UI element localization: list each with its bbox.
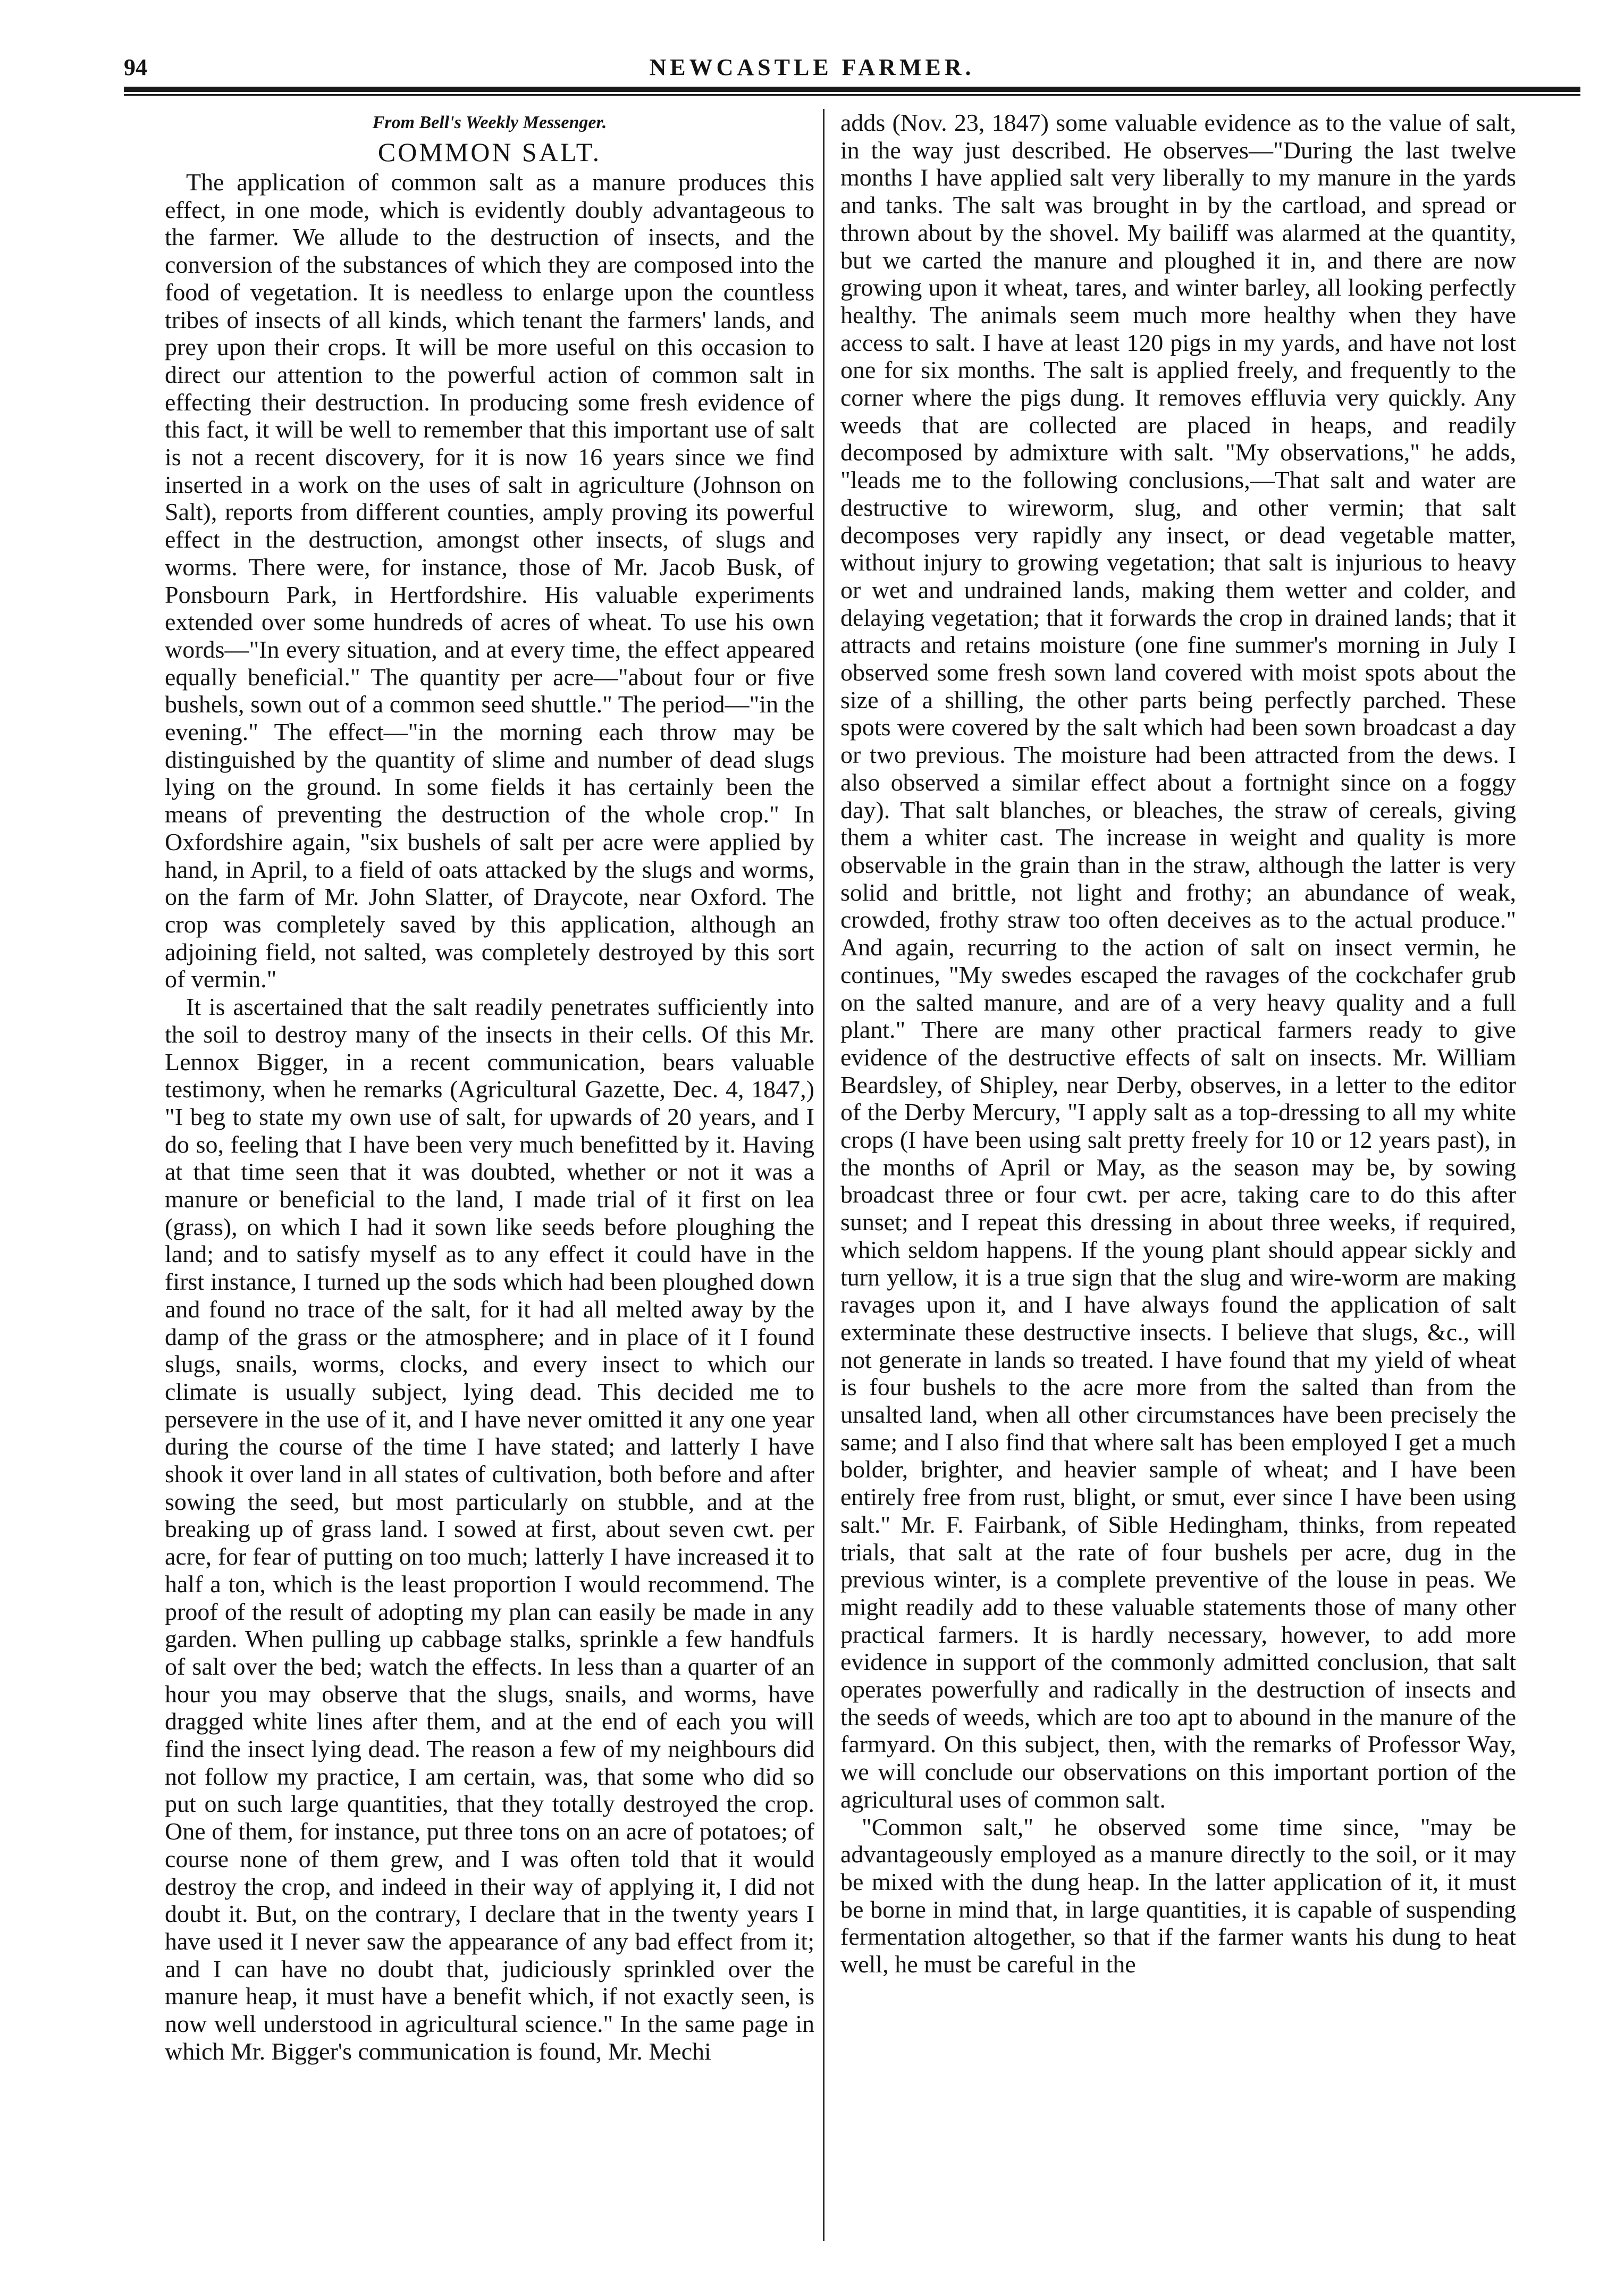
right-column [840,109,1516,2230]
paragraph: It is ascertained that the salt readily penetrates sufficiently into the soil to destroy many of the insects in their cells. Of this Mr. Lennox Bigger, in a recent communication, bears valuable testimony, when he remarks (Agricultural Gazette, Dec. 4, 1847,) "I beg to state my own use of salt, for upwards of 20 years, and I do so, feeling that I have been very much benefitted by it. Having at that time seen that it was doubted, whether or not it was a manure or beneficial to the land, I made trial of it first on lea (grass), on which I had it sown like seeds before ploughing the land; and to satisfy myself as to any effect it could have in the first instance, I turned up the sods which had been ploughed down and found no trace of the salt, for it had all melted away by the damp of the grass or the atmosphere; and in place of it I found slugs, snails, worms, clocks, and every insect to which our climate is usually subject, lying dead. This decided me to persevere in the use of it, and I have never omitted it any one year during the course of the time I have stated; and latterly I have shook it over land in all states of cultivation, both before and after sowing the seed, but most particularly on stubble, and at the breaking up of grass land. I sowed at first, about seven cwt. per acre, for fear of putting on too much; latterly I have increased it to half a ton, which is the least proportion I would recommend. The proof of the result of adopting my plan can easily be made in any garden. When pulling up cabbage stalks, sprinkle a few handfuls of salt over the bed; watch the effects. In less than a quarter of an hour you may observe that the slugs, snails, and worms, have dragged white lines after them, and at the end of each you will find the insect lying dead. The reason a few of my neighbours did not follow my practice, I am certain, was, that some who did so put on such large quantities, that they totally destroyed the crop. One of them, for instance, put three tons on an acre of potatoes; of course none of them grew, and I was often told that it would destroy the crop, and indeed in their way of applying it, I did not doubt it. But, on the contrary, I declare that in the twenty years I have used it I never saw the appearance of any bad effect from it; and I can have no doubt that, judiciously sprinkled over the manure heap, it must have a benefit which, if not exactly seen, is now well understood in agricultural science." In the same page in which Mr. Bigger's communication is found, Mr. Mechi [165,993,814,2065]
article-source: From Bell's Weekly Messenger. [372,113,607,132]
paragraph: adds (Nov. 23, 1847) some valuable evidence as to the value of salt, in the way just described. He observes—"During the last twelve months I have applied salt very liberally to my manure in the yards and tanks. The salt was brought in by the cartload, and spread or thrown about by the shovel. My bailiff was alarmed at the quantity, but we carted the manure and ploughed it in, and there are now growing upon it wheat, tares, and winter barley, all looking perfectly healthy. The animals seem much more healthy when they have access to salt. I have at least 120 pigs in my yards, and have not lost one for six months. The salt is applied freely, and frequently to the corner where the pigs dung. It removes effluvia very quickly. Any weeds that are collected are placed in heaps, and readily decomposed by admixture with salt. "My observations," he adds, "leads me to the following conclusions,—That salt and water are destructive to wireworm, slug, and other vermin; that salt decomposes very rapidly any insect, or dead vegetable matter, without injury to growing vegetation; that salt is injurious to heavy or wet and undrained lands, making them wetter and colder, and delaying vegetation; that it forwards the crop in drained lands; that it attracts and retains moisture (one fine summer's morning in July I observed some fresh sown land covered with moist spots about the size of a shilling, the other parts being perfectly parched. These spots were covered by the salt which had been sown broadcast a day or two previous. The moisture had been attracted from the dews. I also observed a similar effect about a fortnight since on a foggy day). That salt blanches, or bleaches, the straw of cereals, giving them a whiter cast. The increase in weight and quality is more observable in the grain than in the straw, although the latter is very solid and brittle, not light and frothy; an abundance of weak, crowded, frothy straw too often deceives as to the actual produce." And again, recurring to the action of salt on insect vermin, he continues, "My swedes escaped the ravages of the cockchafer grub on the salted manure, and are of a very heavy quality and a full plant." There are many other practical farmers ready to give evidence of the destructive effects of salt on insects. Mr. William Beardsley, of Shipley, near Derby, observes, in a letter to the editor of the Derby Mercury, "I apply salt as a top-dressing to all my white crops (I have been using salt pretty freely for 10 or 12 years past), in the months of April or May, as the season may be, by sowing broadcast three or four cwt. per acre, taking care to do this after sunset; and I repeat this dressing in about three weeks, if required, which seldom happens. If the young plant should appear sickly and turn yellow, it is a true sign that the slug and wire-worm are making ravages upon it, and I have always found the application of salt exterminate these destructive insects. I believe that slugs, &c., will not generate in lands so treated. I have found that my yield of wheat is four bushels to the acre more from the salted than from the unsalted land, when all other circumstances have been precisely the same; and I also find that where salt has been employed I get a much bolder, brighter, and heavier sample of wheat; and I have been entirely free from rust, blight, or smut, ever since I have been using salt." Mr. F. Fairbank, of Sible Hedingham, thinks, from repeated trials, that salt at the rate of four bushels per acre, dug in the previous winter, is a complete preventive of the louse in peas. We might readily add to these valuable statements those of many other practical farmers. It is hardly necessary, however, to add more evidence in support of the commonly admitted conclusion, that salt operates powerfully and radically in the destruction of insects and the seeds of weeds, which are too apt to abound in the manure of the farmyard. On this subject, then, with the remarks of Professor Way, we will conclude our observations on this important portion of the agricultural uses of common salt. [840,109,1516,1813]
paragraph: "Common salt," he observed some time since, "may be advantageously employed as a manure directly to the soil, or it may be mixed with the dung heap. In the latter application of it, it must be borne in mind that, in large quantities, it is capable of suspending fermentation altogether, so that if the farmer wants his dung to heat well, he must be careful in the [840,1813,1516,1978]
paragraph: The application of common salt as a manure produces this effect, in one mode, which is evidently doubly advantageous to the farmer. We allude to the destruction of insects, and the conversion of the substances of which they are composed into the food of vegetation. It is needless to enlarge upon the countless tribes of insects of all kinds, which tenant the farmers' lands, and prey upon their crops. It will be more useful on this occasion to direct our attention to the powerful action of common salt in effecting their destruction. In producing some fresh evidence of this fact, it will be well to remember that this important use of salt is not a recent discovery, for it is now 16 years since we find inserted in a work on the uses of salt in agriculture (Johnson on Salt), reports from different counties, amply proving its powerful effect in the destruction, amongst other insects, of slugs and worms. There were, for instance, those of Mr. Jacob Busk, of Ponsbourn Park, in Hertfordshire. His valuable experiments extended over some hundreds of acres of wheat. To use his own words—"In every situation, and at every time, the effect appeared equally beneficial." The quantity per acre—"about four or five bushels, sown out of a common seed shuttle." The period—"in the evening." The effect—"in the morning each throw may be distinguished by the quantity of slime and number of dead slugs lying on the ground. In some fields it has certainly been the means of preventing the destruction of the whole crop." In Oxfordshire again, "six bushels of salt per acre were applied by hand, in April, to a field of oats attacked by the slugs and worms, on the farm of Mr. John Slatter, of Draycote, near Oxford. The crop was completely saved by this application, although an adjoining field, not salted, was completely destroyed by this sort of vermin." [165,169,814,993]
article-title: COMMON SALT. [377,137,602,167]
left-column [165,109,814,2230]
header-rule-heavy [124,87,1580,92]
column-divider [823,109,824,2241]
header-rule-light [124,94,1580,96]
masthead-title: NEWCASTLE FARMER. [649,54,975,80]
page-number: 94 [124,54,147,80]
